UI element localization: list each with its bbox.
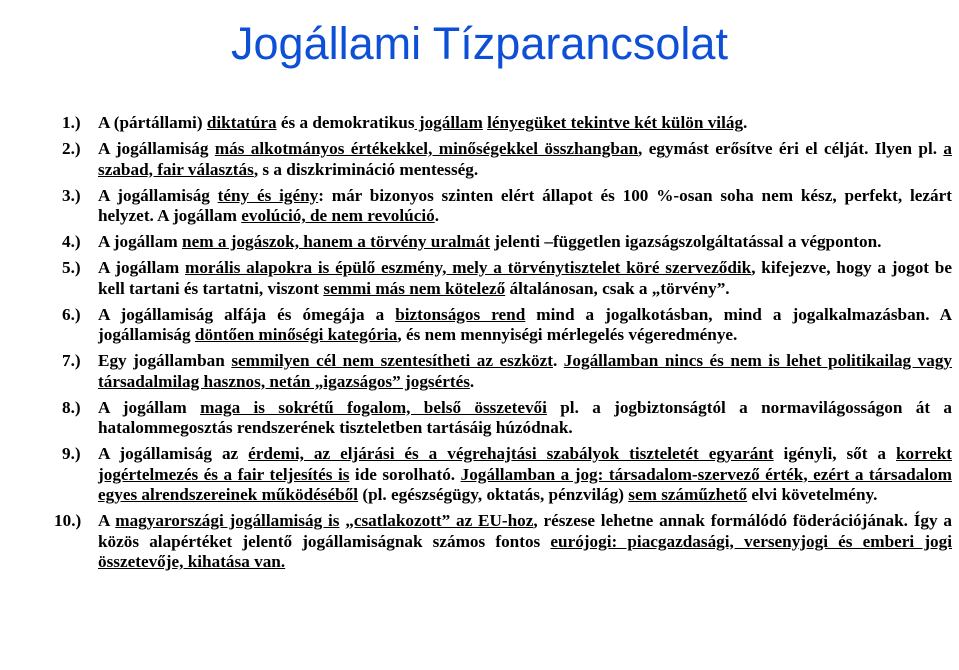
text-run: igényli, sőt a [773,444,896,463]
text-run: A (pártállami) [98,113,207,132]
underlined-phrase: „csatlakozott” az EU-hoz [345,511,534,530]
text-run: A jogállamiság [98,185,218,205]
text-run: , részese lehetne annak formálódó föderációjának. Így a közös alapértéket jelentő jogállamiságnak számos fontos [98,511,952,551]
text-run: és a demokratikus [276,113,415,132]
text-run: , és nem mennyiségi mérlegelés végeredménye. [397,325,738,344]
underlined-phrase: eurójogi: piacgazdasági, versenyjogi és emberi jogi összetevője, kihatása van. [98,531,952,571]
text-run: . [552,351,564,370]
list-item-6 [62,305,952,346]
underlined-phrase: tény és igény [217,185,319,205]
text-run: A jogállamiság alfája és ómegája a [98,304,396,324]
item-number: 3.) [62,185,81,205]
item-number: 6.) [62,304,81,324]
text-run: , egymást erősítve éri el célját. Ilyen pl. [638,139,944,158]
underlined-phrase: maga is sokrétű fogalom, belső összetevői [200,397,547,417]
list-item-9 [62,444,952,506]
list-item-1 [62,113,952,134]
text-run: , kifejezve, hogy a jogot be kell tartani és tartatni, viszont [98,258,952,298]
text-run: (pl. egészségügy, oktatás, pénzvilág) [358,485,629,504]
text-run: Egy jogállamban [98,351,232,370]
list-item-7 [62,351,952,392]
text-run: A jogállam [98,258,186,277]
text-run: A jogállam [98,232,183,251]
text-run: jelenti –független igazságszolgáltatással a végponton. [489,232,882,251]
text-run: A jogállamiság az [98,444,249,463]
underlined-phrase: jogállam [414,113,483,132]
underlined-phrase: Jogállamban nincs és nem is lehet politikailag vagy társadalmilag hasznos, netán „igazságos” jogsértés [98,351,953,391]
commandment-list [54,113,953,578]
item-number: 8.) [62,397,81,417]
underlined-phrase: más alkotmányos értékekkel, minőségekkel összhangban [214,139,639,158]
item-number: 2.) [62,139,81,158]
underlined-phrase: döntően minőségi kategória [194,325,398,344]
underlined-phrase: diktatúra [206,113,277,132]
text-run: pl. a jogbiztonságtól a normavilágosságon át a hatalommegosztás rendszerének tiszteletben tartásáig húzódnak. [98,397,952,437]
text-run: , s a diszkrimináció mentesség. [253,159,479,179]
item-number: 10.) [54,511,82,530]
underlined-phrase: magyarországi jogállamiság is [115,511,340,530]
item-number: 4.) [62,232,81,251]
text-run: általánosan, csak a „törvény”. [505,278,730,298]
underlined-phrase: morális alapokra is épülő eszmény, mely a törvénytisztelet köré szerveződik [185,258,752,277]
text-run: . [743,113,748,132]
text-run: . [469,371,475,391]
underlined-phrase: evolúció, de nem revolúció [241,206,435,225]
underlined-phrase: biztonságos rend [395,304,526,324]
text-run: mind a jogalkotásban, mind a jogalkalmazásban. A jogállamiság [98,304,953,344]
underlined-phrase: a szabad, fair választás [98,139,952,179]
underlined-phrase: Jogállamban a jog: társadalom-szervező érték, ezért a társadalom egyes alrendszereinek működéséből [98,464,953,504]
underlined-phrase: lényegüket tekintve két külön világ [487,113,744,132]
text-run: . [434,206,440,225]
text-run: A jogállam [98,397,201,417]
item-number: 7.) [62,351,81,370]
list-item-10 [54,511,952,573]
list-item-5 [62,258,952,299]
underlined-phrase: korrekt jogértelmezés és a fair teljesítés is [98,444,952,484]
underlined-phrase: nem a jogászok, hanem a törvény uralmát [182,232,490,251]
underlined-phrase: semmilyen cél nem szentesítheti az eszközt [231,351,553,370]
text-run: A jogállamiság [98,139,215,158]
item-number: 9.) [62,444,81,463]
list-item-8 [62,398,952,439]
underlined-phrase: érdemi, az eljárási és a végrehajtási szabályok tiszteletét egyaránt [248,444,774,463]
item-number: 1.) [62,113,81,132]
text-run: ide sorolható. [349,464,461,484]
page-title: Jogállami Tízparancsolat [231,18,728,69]
underlined-phrase: sem száműzhető [628,485,748,504]
list-item-3 [62,186,952,227]
underlined-phrase: semmi más nem kötelező [323,278,506,298]
list-item-4 [62,232,952,253]
list-item-2 [62,139,952,180]
text-run: elvi követelmény. [747,485,878,504]
item-number: 5.) [62,258,81,277]
text-run: A [98,511,116,530]
text-run: : már bizonyos szinten elért állapot és 100 %-osan soha nem kész, perfekt, lezárt helyzet. A jogállam [98,185,952,225]
